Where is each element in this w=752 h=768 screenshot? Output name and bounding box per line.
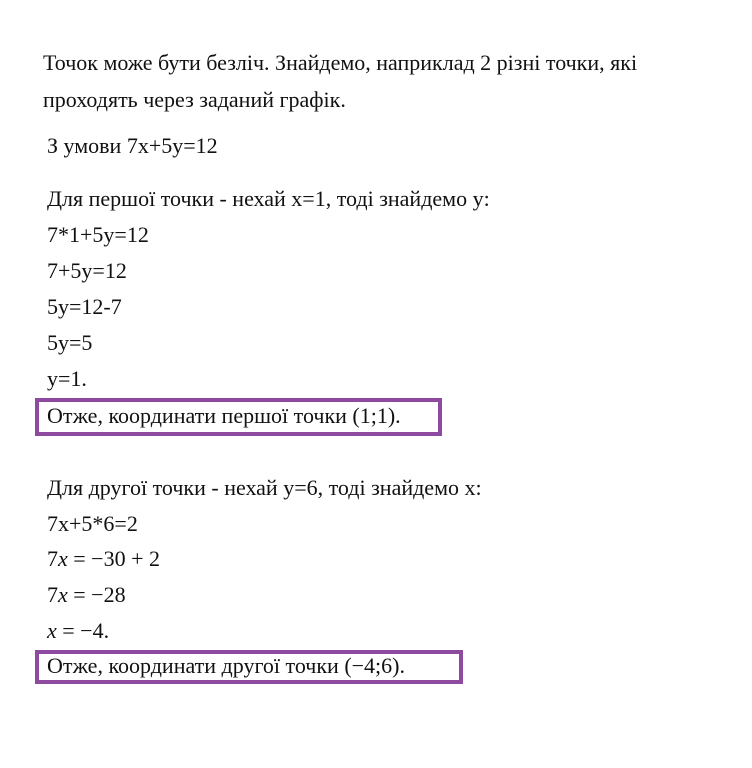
condition-equation: З умови 7x+5y=12 [47, 133, 218, 158]
coefficient: 7 [47, 582, 58, 607]
second-point-heading: Для другої точки - нехай y=6, тоді знайдемо x: [47, 475, 482, 500]
second-point-step-3 [47, 582, 126, 608]
first-point-step-2: 7+5y=12 [47, 258, 127, 283]
first-point-step-1: 7*1+5y=12 [47, 222, 149, 247]
second-point-step-1: 7x+5*6=2 [47, 511, 138, 536]
variable: x [58, 582, 68, 607]
intro-line-2: проходять через заданий графік. [43, 87, 346, 112]
variable: x [47, 618, 57, 643]
second-point-step-2 [47, 546, 160, 572]
second-point-conclusion: Отже, координати другої точки (−4;6). [47, 653, 405, 678]
first-point-step-3: 5y=12-7 [47, 294, 122, 319]
variable: x [58, 546, 68, 571]
first-point-heading: Для першої точки - нехай x=1, тоді знайдемо y: [47, 186, 490, 211]
expression: = −30 + 2 [67, 546, 160, 571]
first-point-step-4: 5y=5 [47, 330, 93, 355]
expression: = −4. [56, 618, 110, 643]
first-point-conclusion: Отже, координати першої точки (1;1). [47, 403, 401, 428]
first-point-step-5: y=1. [47, 366, 87, 391]
coefficient: 7 [47, 546, 58, 571]
expression: = −28 [67, 582, 126, 607]
intro-line-1: Точок може бути безліч. Знайдемо, наприклад 2 різні точки, які [43, 50, 638, 75]
second-point-step-4 [47, 618, 109, 644]
